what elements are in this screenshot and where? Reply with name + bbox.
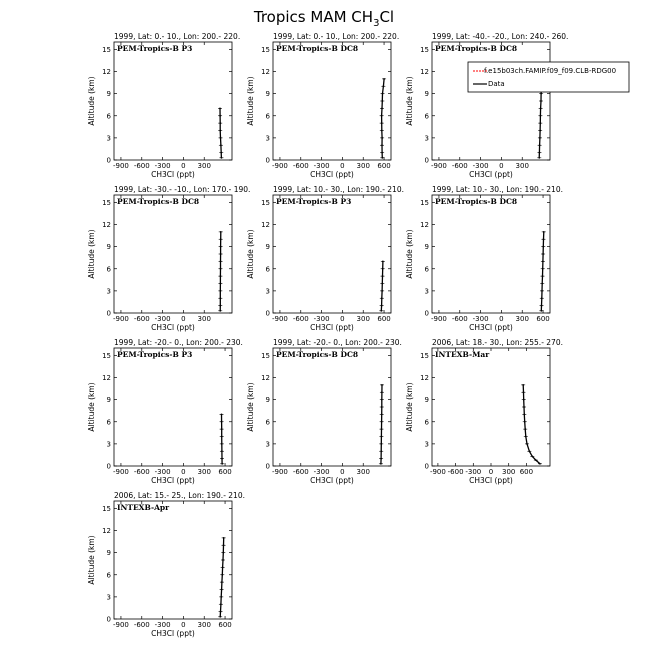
panel-10 bbox=[87, 491, 245, 638]
y-tick-label: 0 bbox=[265, 462, 270, 471]
y-tick-label: 12 bbox=[102, 374, 111, 382]
y-tick-label: 12 bbox=[102, 68, 111, 76]
data-point bbox=[541, 305, 543, 307]
x-tick-label: 0 bbox=[181, 468, 186, 476]
data-point bbox=[220, 238, 222, 240]
data-point bbox=[539, 152, 541, 154]
campaign-label: PEM-Tropics-B DC8 bbox=[435, 197, 518, 206]
y-tick-label: 0 bbox=[106, 615, 111, 624]
data-point bbox=[381, 144, 383, 146]
legend-box bbox=[468, 62, 629, 92]
data-point bbox=[523, 413, 525, 415]
y-axis-label: Altitude (km) bbox=[87, 382, 96, 432]
data-point bbox=[382, 260, 384, 262]
y-tick-label: 15 bbox=[420, 198, 429, 207]
x-tick-label: 600 bbox=[377, 162, 391, 170]
x-tick-label: -300 bbox=[154, 315, 171, 323]
x-tick-label: 0 bbox=[340, 315, 345, 323]
plot-frame bbox=[114, 348, 232, 466]
x-tick-label: -900 bbox=[430, 315, 447, 323]
y-tick-label: 9 bbox=[424, 90, 429, 99]
campaign-label: PEM-Tropics-B DC8 bbox=[435, 44, 518, 53]
y-tick-label: 12 bbox=[261, 68, 270, 76]
x-tick-label: 300 bbox=[515, 162, 529, 170]
data-point bbox=[222, 552, 224, 554]
y-tick-label: 12 bbox=[261, 221, 270, 229]
data-point bbox=[541, 283, 543, 285]
data-point bbox=[223, 537, 225, 539]
y-tick-label: 3 bbox=[424, 287, 429, 296]
campaign-label: INTEXB-Apr bbox=[117, 503, 170, 512]
data-point bbox=[540, 115, 542, 117]
y-tick-label: 12 bbox=[261, 374, 270, 382]
data-point bbox=[220, 275, 222, 277]
x-tick-label: 300 bbox=[515, 315, 529, 323]
x-tick-label: -900 bbox=[429, 468, 446, 476]
data-point bbox=[220, 611, 222, 613]
x-tick-label: -900 bbox=[112, 468, 129, 476]
figure-title-main: Tropics MAM CH bbox=[253, 8, 374, 26]
data-point bbox=[220, 268, 222, 270]
panel-3 bbox=[405, 32, 568, 179]
panel-header: 1999, Lat: 10.- 30., Lon: 190.- 210. bbox=[273, 185, 404, 194]
data-point bbox=[525, 436, 527, 438]
data-point bbox=[522, 384, 524, 386]
x-tick-label: 300 bbox=[197, 468, 211, 476]
x-tick-label: 0 bbox=[181, 162, 186, 170]
data-point bbox=[219, 290, 221, 292]
data-point bbox=[220, 144, 222, 146]
y-tick-label: 3 bbox=[106, 440, 111, 449]
y-tick-label: 6 bbox=[424, 418, 429, 427]
data-point bbox=[221, 463, 223, 465]
x-tick-label: 300 bbox=[502, 468, 516, 476]
data-point bbox=[528, 450, 530, 452]
data-point bbox=[381, 130, 383, 132]
y-tick-label: 3 bbox=[265, 440, 270, 449]
data-point bbox=[222, 566, 224, 568]
y-axis-label: Altitude (km) bbox=[405, 229, 414, 279]
x-tick-label: 0 bbox=[181, 621, 186, 629]
data-point bbox=[221, 436, 223, 438]
x-tick-label: 0 bbox=[499, 315, 504, 323]
y-axis-label: Altitude (km) bbox=[87, 229, 96, 279]
panel-4 bbox=[87, 185, 250, 332]
data-point bbox=[382, 93, 384, 95]
x-tick-label: 0 bbox=[181, 315, 186, 323]
data-point bbox=[381, 283, 383, 285]
plot-frame bbox=[273, 42, 391, 160]
data-point bbox=[381, 107, 383, 109]
data-point bbox=[381, 305, 383, 307]
data-point bbox=[221, 574, 223, 576]
y-tick-label: 0 bbox=[106, 156, 111, 165]
y-tick-label: 0 bbox=[424, 462, 429, 471]
campaign-label: PEM-Tropics-B P3 bbox=[276, 197, 352, 206]
data-point bbox=[382, 268, 384, 270]
y-tick-label: 6 bbox=[106, 571, 111, 580]
data-point bbox=[219, 107, 221, 109]
data-point bbox=[381, 406, 383, 408]
plot-frame bbox=[273, 348, 391, 466]
data-point bbox=[221, 458, 223, 460]
x-tick-label: -600 bbox=[133, 162, 150, 170]
y-axis-label: Altitude (km) bbox=[405, 76, 414, 126]
panel-header: 1999, Lat: 0.- 10., Lon: 200.- 220. bbox=[273, 32, 400, 41]
data-point bbox=[523, 406, 525, 408]
data-point bbox=[219, 122, 221, 124]
y-tick-label: 12 bbox=[420, 68, 429, 76]
x-tick-label: 300 bbox=[356, 468, 370, 476]
panel-7 bbox=[87, 338, 243, 485]
data-point bbox=[381, 157, 383, 159]
data-point bbox=[380, 463, 382, 465]
x-axis-label: CH3Cl (ppt) bbox=[151, 170, 195, 179]
data-point bbox=[381, 399, 383, 401]
data-point bbox=[543, 231, 545, 233]
data-point bbox=[221, 428, 223, 430]
campaign-label: PEM-Tropics-B DC8 bbox=[117, 197, 200, 206]
y-tick-label: 6 bbox=[265, 418, 270, 427]
y-tick-label: 12 bbox=[420, 374, 429, 382]
y-tick-label: 12 bbox=[420, 221, 429, 229]
data-point bbox=[219, 616, 221, 618]
data-point bbox=[540, 100, 542, 102]
data-point bbox=[382, 85, 384, 87]
x-tick-label: 0 bbox=[488, 468, 494, 476]
y-tick-label: 3 bbox=[265, 287, 270, 296]
data-point bbox=[531, 456, 533, 458]
data-point bbox=[542, 275, 544, 277]
data-point bbox=[381, 122, 383, 124]
panel-6 bbox=[405, 185, 563, 332]
data-point bbox=[538, 157, 540, 159]
y-tick-label: 0 bbox=[424, 309, 429, 318]
x-tick-label: 600 bbox=[536, 315, 550, 323]
data-point bbox=[523, 399, 525, 401]
data-point bbox=[381, 152, 383, 154]
x-tick-label: 0 bbox=[499, 162, 504, 170]
x-axis-label: CH3Cl (ppt) bbox=[310, 170, 354, 179]
data-point bbox=[219, 297, 221, 299]
x-tick-label: -300 bbox=[313, 315, 330, 323]
x-tick-label: 600 bbox=[218, 468, 232, 476]
data-point bbox=[221, 581, 223, 583]
x-tick-label: -600 bbox=[133, 468, 150, 476]
data-point bbox=[539, 144, 541, 146]
panel-9 bbox=[405, 338, 563, 485]
x-axis-label: CH3Cl (ppt) bbox=[469, 170, 513, 179]
data-point bbox=[539, 137, 541, 139]
data-point bbox=[221, 589, 223, 591]
x-tick-label: -600 bbox=[133, 621, 150, 629]
data-point bbox=[380, 450, 382, 452]
data-point bbox=[381, 297, 383, 299]
data-point bbox=[540, 107, 542, 109]
y-tick-label: 0 bbox=[106, 309, 111, 318]
data-point bbox=[220, 246, 222, 248]
data-point bbox=[381, 436, 383, 438]
x-tick-label: -900 bbox=[112, 315, 129, 323]
data-point bbox=[219, 310, 221, 312]
y-tick-label: 15 bbox=[102, 504, 111, 513]
panel-header: 1999, Lat: 10.- 30., Lon: 190.- 210. bbox=[432, 185, 563, 194]
x-tick-label: 300 bbox=[197, 162, 211, 170]
data-point bbox=[220, 152, 222, 154]
data-point bbox=[542, 246, 544, 248]
data-point bbox=[219, 305, 221, 307]
y-tick-label: 6 bbox=[106, 418, 111, 427]
data-point bbox=[524, 421, 526, 423]
plot-frame bbox=[114, 42, 232, 160]
data-point bbox=[539, 130, 541, 132]
data-point bbox=[381, 428, 383, 430]
x-tick-label: -300 bbox=[472, 315, 489, 323]
figure-title bbox=[253, 8, 394, 29]
legend-data-label: Data bbox=[488, 80, 505, 88]
y-tick-label: 9 bbox=[106, 243, 111, 252]
x-axis-label: CH3Cl (ppt) bbox=[469, 323, 513, 332]
x-tick-label: -900 bbox=[271, 468, 288, 476]
y-tick-label: 6 bbox=[106, 112, 111, 121]
y-axis-label: Altitude (km) bbox=[87, 535, 96, 585]
y-tick-label: 3 bbox=[106, 593, 111, 602]
y-tick-label: 9 bbox=[265, 90, 270, 99]
data-point bbox=[382, 275, 384, 277]
data-point bbox=[381, 100, 383, 102]
y-tick-label: 3 bbox=[424, 134, 429, 143]
x-tick-label: 600 bbox=[218, 621, 232, 629]
panel-5 bbox=[246, 185, 404, 332]
y-tick-label: 12 bbox=[102, 527, 111, 535]
plot-frame bbox=[114, 501, 232, 619]
x-tick-label: 300 bbox=[356, 162, 370, 170]
x-tick-label: -300 bbox=[465, 468, 482, 476]
data-point bbox=[221, 421, 223, 423]
data-point bbox=[381, 290, 383, 292]
y-tick-label: 15 bbox=[102, 198, 111, 207]
x-tick-label: -600 bbox=[451, 162, 468, 170]
panel-header: 1999, Lat: 0.- 10., Lon: 200.- 220. bbox=[114, 32, 241, 41]
campaign-label: PEM-Tropics-B P3 bbox=[117, 350, 193, 359]
y-tick-label: 6 bbox=[265, 112, 270, 121]
x-tick-label: -600 bbox=[447, 468, 464, 476]
panel-header: 1999, Lat: -20.- 0., Lon: 200.- 230. bbox=[114, 338, 243, 347]
y-tick-label: 15 bbox=[102, 45, 111, 54]
y-tick-label: 9 bbox=[265, 243, 270, 252]
panel-8 bbox=[246, 338, 402, 485]
x-tick-label: -900 bbox=[112, 621, 129, 629]
y-tick-label: 15 bbox=[261, 198, 270, 207]
data-point bbox=[381, 384, 383, 386]
x-axis-label: CH3Cl (ppt) bbox=[469, 476, 513, 485]
x-tick-label: -900 bbox=[430, 162, 447, 170]
data-point bbox=[542, 260, 544, 262]
y-axis-label: Altitude (km) bbox=[405, 382, 414, 432]
data-point bbox=[220, 253, 222, 255]
campaign-label: PEM-Tropics-B P3 bbox=[117, 44, 193, 53]
campaign-label: PEM-Tropics-B DC8 bbox=[276, 350, 359, 359]
x-axis-label: CH3Cl (ppt) bbox=[151, 476, 195, 485]
x-axis-label: CH3Cl (ppt) bbox=[151, 323, 195, 332]
y-tick-label: 15 bbox=[420, 45, 429, 54]
x-tick-label: -300 bbox=[472, 162, 489, 170]
x-axis-label: CH3Cl (ppt) bbox=[151, 629, 195, 638]
data-point bbox=[540, 93, 542, 95]
x-tick-label: 0 bbox=[340, 162, 345, 170]
y-tick-label: 6 bbox=[424, 112, 429, 121]
campaign-label: PEM-Tropics-B DC8 bbox=[276, 44, 359, 53]
x-tick-label: 300 bbox=[197, 315, 211, 323]
data-series-line bbox=[523, 385, 540, 464]
data-point bbox=[219, 115, 221, 117]
x-tick-label: -600 bbox=[292, 315, 309, 323]
y-tick-label: 9 bbox=[265, 396, 270, 405]
data-point bbox=[539, 122, 541, 124]
legend-model-label: f.e15b03ch.FAMIP.f09_f09.CLB-RDG00 bbox=[484, 67, 617, 75]
y-tick-label: 15 bbox=[420, 351, 429, 360]
campaign-label: INTEXB-Mar bbox=[435, 350, 490, 359]
x-tick-label: 600 bbox=[519, 468, 534, 476]
data-point bbox=[524, 428, 526, 430]
y-tick-label: 9 bbox=[106, 549, 111, 558]
y-tick-label: 9 bbox=[106, 90, 111, 99]
x-tick-label: -600 bbox=[451, 315, 468, 323]
x-tick-label: -900 bbox=[112, 162, 129, 170]
x-tick-label: 0 bbox=[340, 468, 345, 476]
y-tick-label: 12 bbox=[102, 221, 111, 229]
data-point bbox=[535, 459, 537, 461]
data-point bbox=[541, 297, 543, 299]
x-tick-label: -300 bbox=[154, 621, 171, 629]
panel-header: 2006, Lat: 15.- 25., Lon: 190.- 210. bbox=[114, 491, 245, 500]
y-axis-label: Altitude (km) bbox=[246, 76, 255, 126]
panel-2 bbox=[246, 32, 399, 179]
x-tick-label: -300 bbox=[154, 162, 171, 170]
panel-header: 1999, Lat: -40.- -20., Lon: 240.- 260. bbox=[432, 32, 569, 41]
y-tick-label: 0 bbox=[265, 309, 270, 318]
plot-frame bbox=[432, 42, 550, 160]
panel-header: 1999, Lat: -30.- -10., Lon: 170.- 190. bbox=[114, 185, 251, 194]
data-point bbox=[221, 443, 223, 445]
panels-group bbox=[87, 32, 568, 638]
data-point bbox=[381, 421, 383, 423]
x-tick-label: -300 bbox=[313, 162, 330, 170]
x-tick-label: -900 bbox=[271, 315, 288, 323]
y-tick-label: 9 bbox=[424, 396, 429, 405]
data-point bbox=[220, 596, 222, 598]
data-point bbox=[540, 310, 542, 312]
data-point bbox=[523, 391, 525, 393]
data-point bbox=[380, 310, 382, 312]
data-point bbox=[221, 157, 223, 159]
data-point bbox=[220, 283, 222, 285]
y-tick-label: 15 bbox=[261, 45, 270, 54]
data-point bbox=[541, 290, 543, 292]
panel-header: 1999, Lat: -20.- 0., Lon: 200.- 230. bbox=[273, 338, 402, 347]
x-axis-label: CH3Cl (ppt) bbox=[310, 323, 354, 332]
data-point bbox=[380, 458, 382, 460]
data-point bbox=[543, 238, 545, 240]
panel-header: 2006, Lat: 18.- 30., Lon: 255.- 270. bbox=[432, 338, 563, 347]
data-point bbox=[526, 443, 528, 445]
y-tick-label: 0 bbox=[106, 462, 111, 471]
x-tick-label: 600 bbox=[377, 315, 391, 323]
data-point bbox=[221, 413, 223, 415]
data-point bbox=[542, 268, 544, 270]
y-tick-label: 9 bbox=[106, 396, 111, 405]
y-tick-label: 15 bbox=[102, 351, 111, 360]
data-point bbox=[381, 391, 383, 393]
x-tick-label: 300 bbox=[356, 315, 370, 323]
x-tick-label: -300 bbox=[313, 468, 330, 476]
data-point bbox=[539, 463, 541, 465]
data-point bbox=[221, 450, 223, 452]
y-axis-label: Altitude (km) bbox=[246, 382, 255, 432]
x-axis-label: CH3Cl (ppt) bbox=[310, 476, 354, 485]
data-point bbox=[222, 559, 224, 561]
y-tick-label: 9 bbox=[424, 243, 429, 252]
y-tick-label: 3 bbox=[424, 440, 429, 449]
x-tick-label: 300 bbox=[197, 621, 211, 629]
data-point bbox=[223, 544, 225, 546]
y-tick-label: 3 bbox=[106, 287, 111, 296]
y-axis-label: Altitude (km) bbox=[246, 229, 255, 279]
x-tick-label: -300 bbox=[154, 468, 171, 476]
y-tick-label: 6 bbox=[106, 265, 111, 274]
y-tick-label: 3 bbox=[265, 134, 270, 143]
plot-frame bbox=[114, 195, 232, 313]
y-tick-label: 6 bbox=[265, 265, 270, 274]
y-tick-label: 0 bbox=[424, 156, 429, 165]
data-point bbox=[381, 115, 383, 117]
plot-frame bbox=[432, 348, 550, 466]
panel-1 bbox=[87, 32, 240, 179]
data-point bbox=[381, 413, 383, 415]
data-point bbox=[220, 231, 222, 233]
data-point bbox=[542, 253, 544, 255]
plot-frame bbox=[273, 195, 391, 313]
y-tick-label: 6 bbox=[424, 265, 429, 274]
data-point bbox=[380, 443, 382, 445]
x-tick-label: -600 bbox=[133, 315, 150, 323]
data-point bbox=[220, 137, 222, 139]
plot-frame bbox=[432, 195, 550, 313]
data-point bbox=[219, 130, 221, 132]
figure-title-subscript: 3 bbox=[373, 18, 380, 29]
data-point bbox=[220, 260, 222, 262]
x-tick-label: -600 bbox=[292, 162, 309, 170]
y-tick-label: 15 bbox=[261, 351, 270, 360]
x-tick-label: -900 bbox=[271, 162, 288, 170]
y-axis-label: Altitude (km) bbox=[87, 76, 96, 126]
x-tick-label: -600 bbox=[292, 468, 309, 476]
data-point bbox=[220, 603, 222, 605]
figure-title-tail: Cl bbox=[379, 8, 395, 26]
y-tick-label: 0 bbox=[265, 156, 270, 165]
data-point bbox=[381, 137, 383, 139]
y-tick-label: 3 bbox=[106, 134, 111, 143]
data-point bbox=[383, 78, 385, 80]
